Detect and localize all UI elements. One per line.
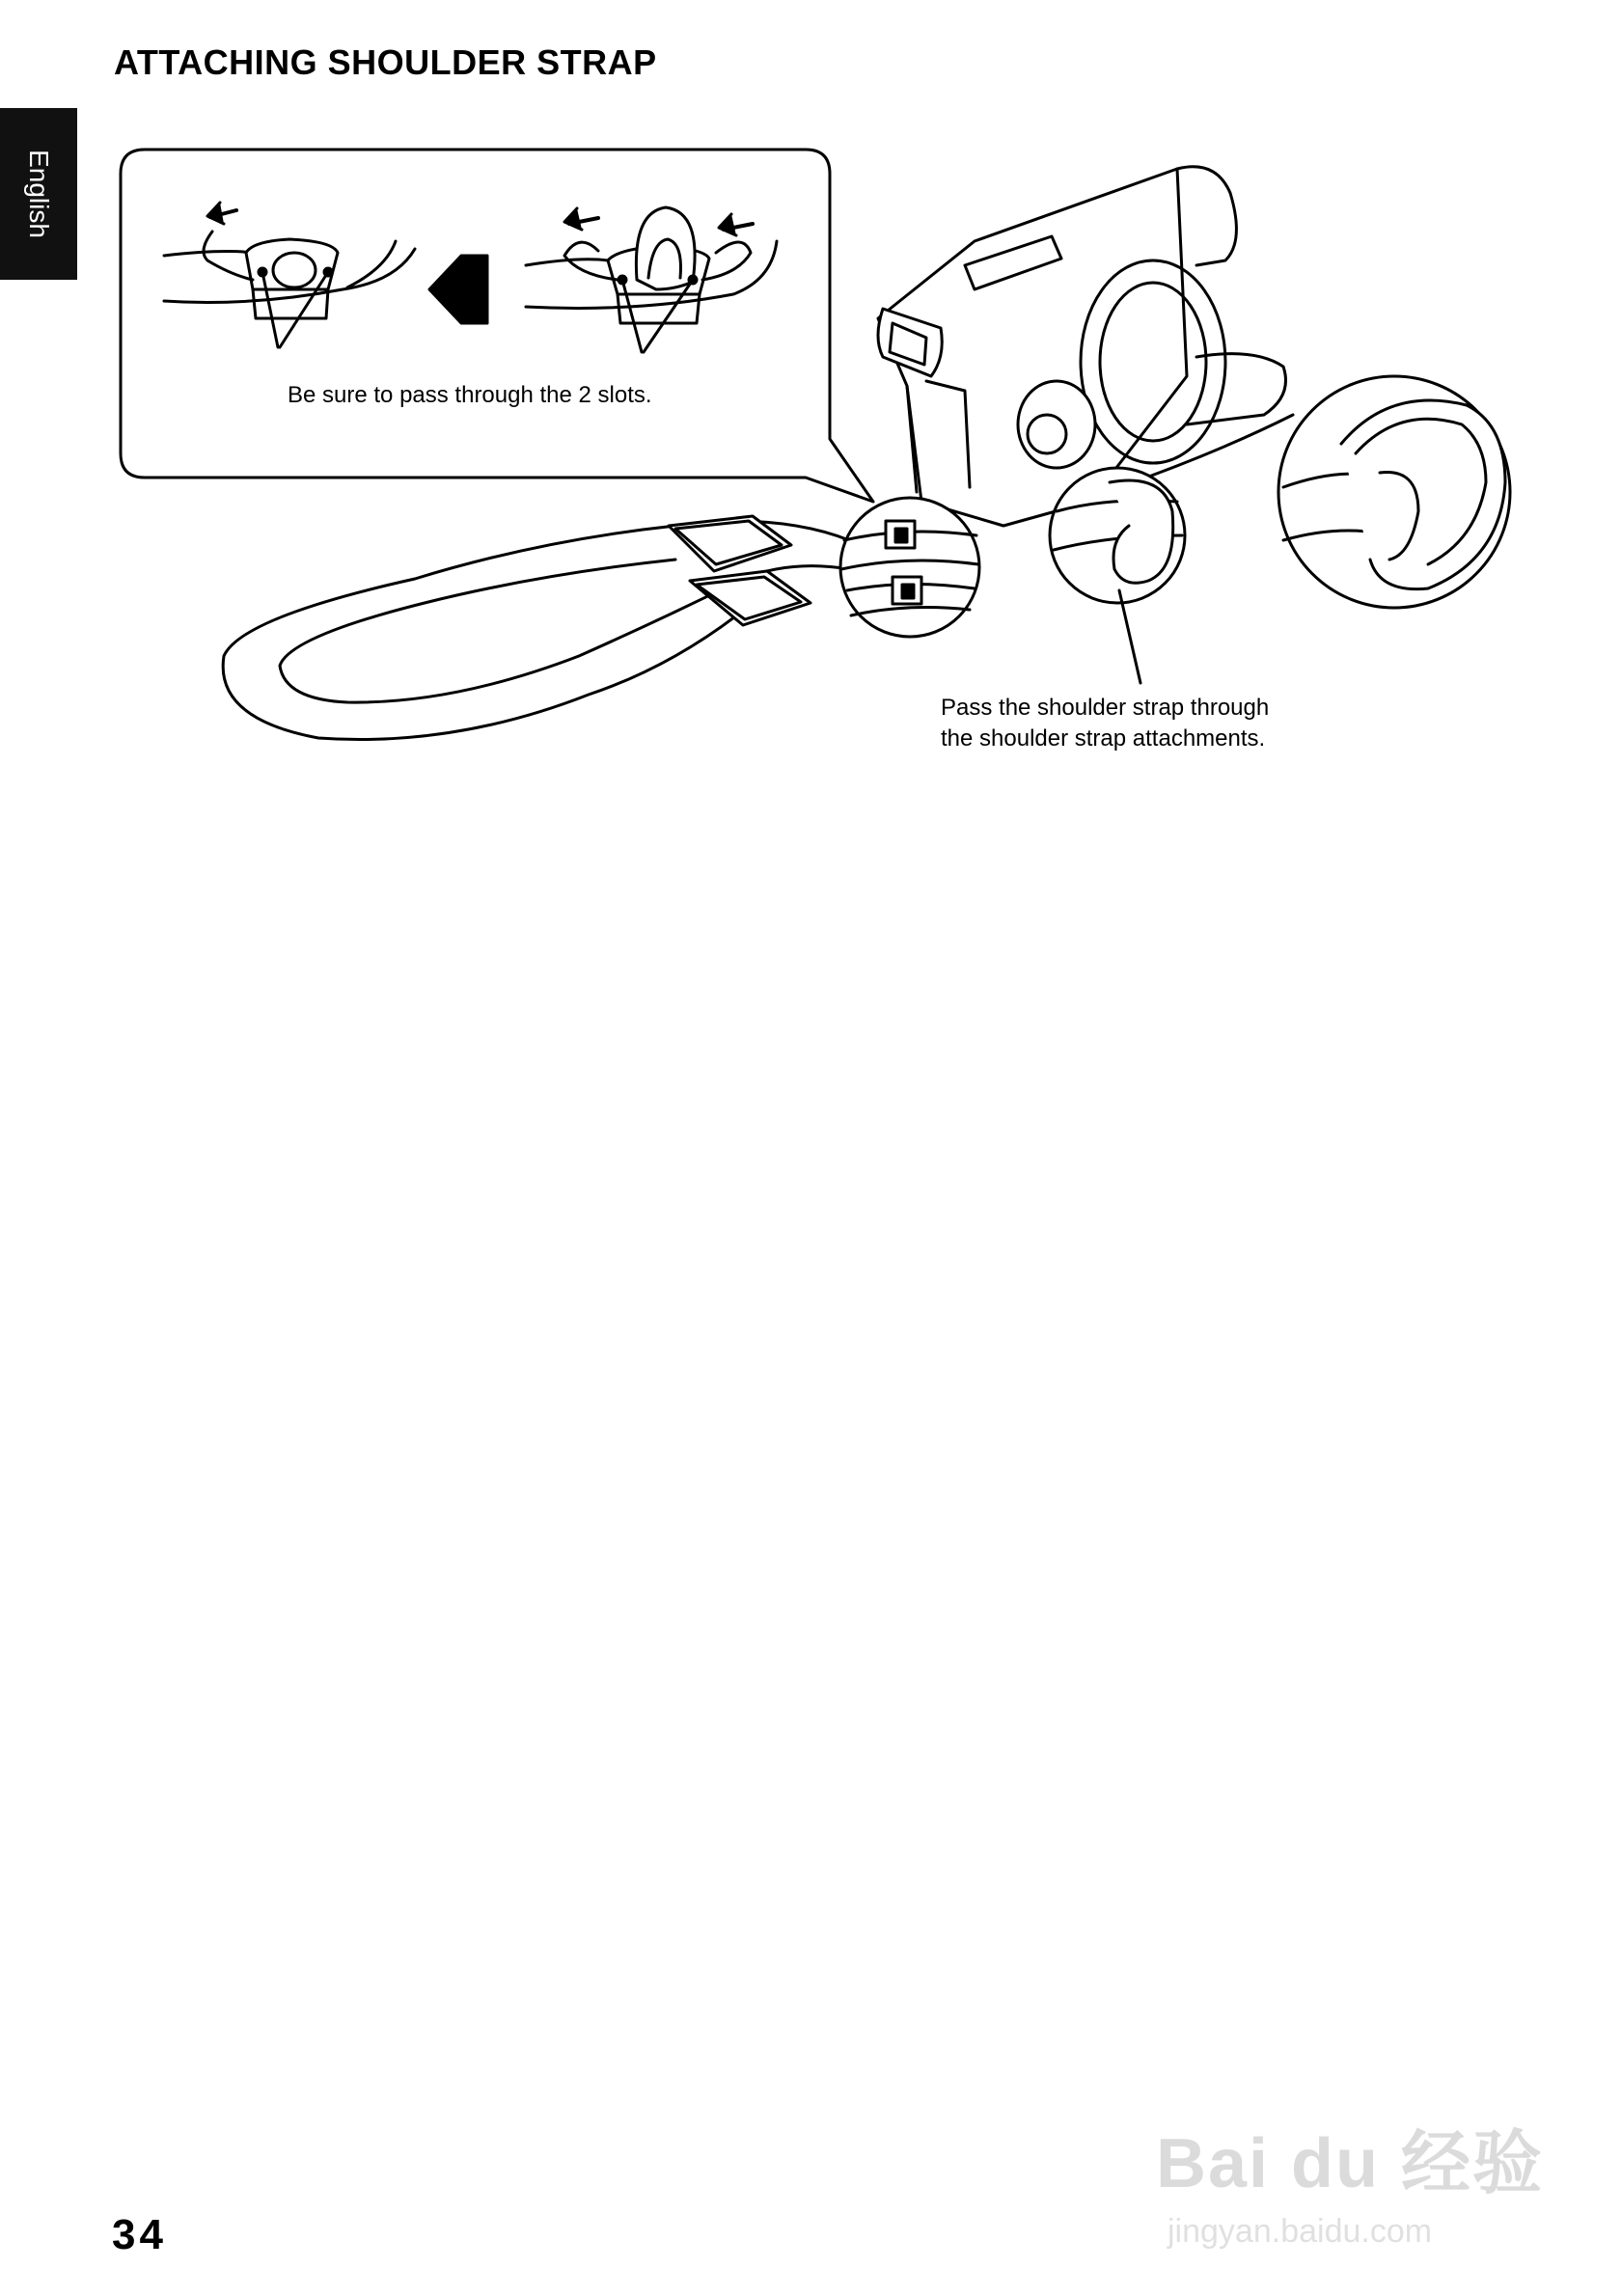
strap-illustration [0, 0, 1621, 791]
language-tab-label: English [24, 150, 54, 238]
direction-arrow-icon [429, 256, 487, 323]
inset-callout-box [121, 150, 873, 502]
strap-caption-line2: the shoulder strap attachments. [941, 725, 1266, 752]
callout-leader-line [1119, 590, 1140, 683]
strap-caption [941, 693, 1269, 754]
buckle-diagram-right [526, 207, 777, 352]
watermark [1156, 2093, 1561, 2267]
watermark-main: Bai du 经验 [1156, 2125, 1545, 2202]
zoom-circle-attachments [840, 498, 979, 637]
strap-caption-line1: Pass the shoulder strap through [941, 695, 1270, 721]
watermark-sub: jingyan.baidu.com [1168, 2213, 1433, 2250]
buckle-diagram-left [164, 203, 415, 347]
camcorder [878, 167, 1293, 526]
inset-caption: Be sure to pass through the 2 slots. [288, 382, 652, 408]
page-number: 34 [112, 2211, 167, 2258]
shoulder-strap [223, 516, 849, 740]
page-title: ATTACHING SHOULDER STRAP [114, 42, 657, 82]
